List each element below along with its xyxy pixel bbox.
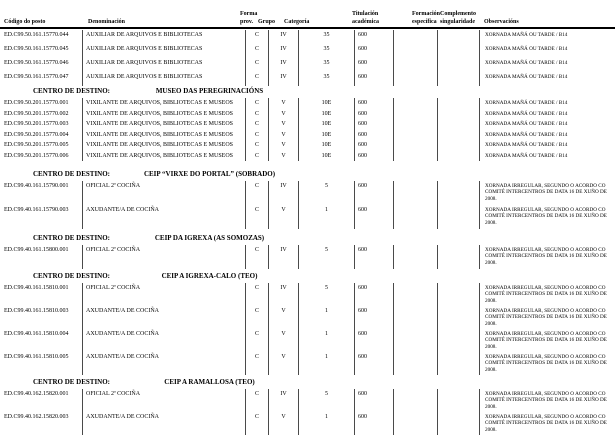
cell-formacion: [393, 352, 437, 375]
cell-categoria: 35: [298, 58, 354, 72]
col-header-grupo: Grupo: [258, 19, 276, 25]
cell-codigo: ED.C99.40.161.15810.005: [4, 354, 69, 360]
centro-destino-name: CEIP “VIRXE DO PORTAL” (SOBRADO): [143, 170, 276, 178]
cell-codigo: ED.C99.40.161.15800.001: [4, 247, 69, 253]
table-row: [0, 98, 615, 109]
cell-titulacion: 600: [354, 98, 393, 109]
cell-categoria: 35: [298, 30, 354, 44]
table-row: [0, 130, 615, 141]
table-row: [0, 44, 615, 58]
cell-denominacion: AXUDANTE/A DE COCIÑA: [82, 306, 245, 329]
cell-complemento: [437, 283, 479, 306]
cell-denominacion: VIXILANTE DE ARQUIVOS, BIBLIOTECAS E MUSEOS: [82, 119, 245, 130]
cell-forma: C: [245, 151, 268, 162]
cell-codigo: ED.C99.40.161.15810.001: [4, 285, 69, 291]
cell-titulacion: 600: [354, 140, 393, 151]
cell-complemento: [437, 30, 479, 44]
cell-codigo: ED.C99.40.161.15810.004: [4, 331, 69, 337]
cell-denominacion: VIXILANTE DE ARQUIVOS, BIBLIOTECAS E MUSEOS: [82, 130, 245, 141]
cell-observacions: XORNADA MAÑÁ OU TARDE / B14: [479, 98, 615, 109]
cell-forma: C: [245, 72, 268, 86]
cell-denominacion: VIXILANTE DE ARQUIVOS, BIBLIOTECAS E MUSEOS: [82, 109, 245, 120]
cell-formacion: [393, 181, 437, 205]
table-row: [0, 412, 615, 435]
cell-categoria: 10E: [298, 130, 354, 141]
cell-categoria: 10E: [298, 98, 354, 109]
cell-titulacion: 600: [354, 389, 393, 412]
table-row: [0, 205, 615, 229]
cell-forma: C: [245, 412, 268, 435]
cell-formacion: [393, 389, 437, 412]
col-header-complemento-line1: Complemento: [440, 11, 476, 17]
cell-categoria: 10E: [298, 140, 354, 151]
cell-categoria: 5: [298, 389, 354, 412]
cell-denominacion: AUXILIAR DE ARQUIVOS E BIBLIOTECAS: [82, 44, 245, 58]
table-row: [0, 58, 615, 72]
cell-complemento: [437, 151, 479, 162]
cell-codigo: ED.C99.50.201.15770.006: [4, 152, 69, 159]
cell-forma: C: [245, 306, 268, 329]
cell-titulacion: 600: [354, 58, 393, 72]
cell-titulacion: 600: [354, 283, 393, 306]
cell-denominacion: AUXILIAR DE ARQUIVOS E BIBLIOTECAS: [82, 72, 245, 86]
col-header-titulacion-line1: Titulación: [352, 11, 379, 17]
col-header-forma-line2: prov.: [240, 19, 254, 25]
cell-grupo: V: [268, 306, 298, 329]
cell-titulacion: 600: [354, 352, 393, 375]
table-row: [0, 389, 615, 412]
cell-grupo: V: [268, 109, 298, 120]
cell-grupo: V: [268, 352, 298, 375]
cell-complemento: [437, 98, 479, 109]
cell-grupo: IV: [268, 181, 298, 205]
cell-codigo: ED.C99.40.161.15790.001: [4, 183, 69, 189]
table-row: [0, 306, 615, 329]
cell-forma: C: [245, 329, 268, 352]
cell-grupo: V: [268, 412, 298, 435]
cell-formacion: [393, 245, 437, 269]
cell-titulacion: 600: [354, 245, 393, 269]
cell-grupo: IV: [268, 389, 298, 412]
table-row: [0, 181, 615, 205]
cell-codigo: ED.C99.50.161.15770.047: [4, 74, 69, 80]
cell-denominacion: AXUDANTE/A DE COCIÑA: [82, 412, 245, 435]
rows-group: [0, 283, 615, 375]
cell-observacions: XORNADA MAÑÁ OU TARDE / B14: [479, 58, 615, 72]
cell-titulacion: 600: [354, 119, 393, 130]
cell-formacion: [393, 412, 437, 435]
cell-observacions: XORNADA MAÑÁ OU TARDE / B14: [479, 151, 615, 162]
cell-categoria: 1: [298, 205, 354, 229]
cell-denominacion: VIXILANTE DE ARQUIVOS, BIBLIOTECAS E MUSEOS: [82, 140, 245, 151]
cell-titulacion: 600: [354, 72, 393, 86]
cell-codigo: ED.C99.40.162.15820.003: [4, 414, 69, 420]
table-row: [0, 329, 615, 352]
col-header-observacions: Observacións: [484, 19, 519, 25]
centro-destino-name: CEIP A IGREXA-CALO (TEO): [161, 272, 258, 280]
cell-titulacion: 600: [354, 329, 393, 352]
cell-denominacion: OFICIAL 2ª COCIÑA: [82, 389, 245, 412]
cell-grupo: IV: [268, 283, 298, 306]
cell-codigo: ED.C99.50.201.15770.002: [4, 110, 69, 117]
cell-formacion: [393, 283, 437, 306]
table-row: [0, 245, 615, 269]
col-header-formacion-line1: Formación: [412, 11, 440, 17]
cell-denominacion: AUXILIAR DE ARQUIVOS E BIBLIOTECAS: [82, 30, 245, 44]
centro-destino-label: CENTRO DE DESTINO:: [33, 87, 111, 95]
centro-destino-row: [0, 377, 615, 389]
cell-titulacion: 600: [354, 205, 393, 229]
cell-forma: C: [245, 58, 268, 72]
cell-forma: C: [245, 283, 268, 306]
cell-formacion: [393, 58, 437, 72]
cell-formacion: [393, 72, 437, 86]
cell-observacions: XORNADA IRREGULAR, SEGUNDO O ACORDO CO COMITÉ INTERCENTROS DE DATA 16 DE XUÑO DE 2008.: [479, 329, 615, 352]
centro-destino-row: [0, 86, 615, 98]
table-row: [0, 119, 615, 130]
cell-titulacion: 600: [354, 109, 393, 120]
cell-grupo: V: [268, 205, 298, 229]
col-header-categoria: Categoría: [284, 19, 310, 25]
col-header-formacion-line2: específica: [412, 19, 437, 25]
table-row: [0, 109, 615, 120]
cell-grupo: IV: [268, 72, 298, 86]
col-header-codigo: Código do posto: [4, 19, 46, 25]
cell-complemento: [437, 306, 479, 329]
cell-codigo: ED.C99.40.161.15790.003: [4, 207, 69, 213]
centro-destino-name: CEIP DA IGREXA (AS SOMOZAS): [154, 234, 265, 242]
centro-destino-label: CENTRO DE DESTINO:: [33, 378, 111, 386]
cell-formacion: [393, 30, 437, 44]
cell-grupo: V: [268, 140, 298, 151]
cell-complemento: [437, 119, 479, 130]
header-rule: [0, 27, 615, 29]
col-header-complemento-line2: singularidade: [440, 19, 476, 25]
cell-codigo: ED.C99.50.161.15770.044: [4, 32, 69, 38]
cell-forma: C: [245, 181, 268, 205]
cell-grupo: V: [268, 151, 298, 162]
cell-forma: C: [245, 205, 268, 229]
cell-denominacion: AXUDANTE/A DE COCIÑA: [82, 205, 245, 229]
cell-codigo: ED.C99.40.161.15810.003: [4, 308, 69, 314]
cell-categoria: 5: [298, 245, 354, 269]
cell-codigo: ED.C99.50.201.15770.003: [4, 121, 69, 127]
cell-formacion: [393, 98, 437, 109]
cell-complemento: [437, 58, 479, 72]
cell-formacion: [393, 130, 437, 141]
cell-denominacion: VIXILANTE DE ARQUIVOS, BIBLIOTECAS E MUSEOS: [82, 151, 245, 162]
cell-codigo: ED.C99.40.162.15820.001: [4, 391, 69, 397]
cell-observacions: XORNADA MAÑÁ OU TARDE / B14: [479, 44, 615, 58]
centro-destino-name: CEIP A RAMALLOSA (TEO): [164, 378, 255, 386]
cell-observacions: XORNADA IRREGULAR, SEGUNDO O ACORDO CO COMITÉ INTERCENTROS DE DATA 16 DE XUÑO DE 2008.: [479, 306, 615, 329]
col-header-titulacion-line2: académica: [352, 19, 379, 25]
cell-categoria: 5: [298, 181, 354, 205]
cell-titulacion: 600: [354, 30, 393, 44]
cell-codigo: ED.C99.50.161.15770.046: [4, 60, 69, 66]
cell-forma: C: [245, 245, 268, 269]
cell-forma: C: [245, 140, 268, 151]
cell-titulacion: 600: [354, 306, 393, 329]
cell-denominacion: OFICIAL 2ª COCIÑA: [82, 283, 245, 306]
cell-codigo: ED.C99.50.161.15770.045: [4, 46, 69, 52]
cell-denominacion: AXUDANTE/A DE COCIÑA: [82, 352, 245, 375]
table-row: [0, 72, 615, 86]
cell-grupo: V: [268, 119, 298, 130]
table-row: [0, 30, 615, 44]
centro-destino-label: CENTRO DE DESTINO:: [33, 272, 111, 280]
cell-codigo: ED.C99.50.201.15770.005: [4, 142, 69, 148]
cell-complemento: [437, 109, 479, 120]
cell-observacions: XORNADA MAÑÁ OU TARDE / B14: [479, 130, 615, 141]
cell-categoria: 1: [298, 329, 354, 352]
cell-categoria: 10E: [298, 109, 354, 120]
cell-observacions: XORNADA IRREGULAR, SEGUNDO O ACORDO CO COMITÉ INTERCENTROS DE DATA 16 DE XUÑO DE 2008.: [479, 352, 615, 375]
cell-forma: C: [245, 44, 268, 58]
cell-codigo: ED.C99.50.201.15770.004: [4, 131, 69, 138]
cell-denominacion: OFICIAL 2ª COCIÑA: [82, 181, 245, 205]
cell-observacions: XORNADA IRREGULAR, SEGUNDO O ACORDO CO COMITÉ INTERCENTROS DE DATA 16 DE XUÑO DE 2008.: [479, 389, 615, 412]
cell-forma: C: [245, 352, 268, 375]
cell-forma: C: [245, 130, 268, 141]
cell-codigo: ED.C99.50.201.15770.001: [4, 100, 69, 106]
cell-grupo: V: [268, 329, 298, 352]
cell-categoria: 10E: [298, 119, 354, 130]
cell-titulacion: 600: [354, 44, 393, 58]
centro-destino-row: [0, 169, 615, 181]
cell-observacions: XORNADA IRREGULAR, SEGUNDO O ACORDO CO COMITÉ INTERCENTROS DE DATA 16 DE XUÑO DE 2008.: [479, 181, 615, 205]
cell-titulacion: 600: [354, 412, 393, 435]
rows-group: [0, 98, 615, 161]
cell-observacions: XORNADA IRREGULAR, SEGUNDO O ACORDO CO COMITÉ INTERCENTROS DE DATA 16 DE XUÑO DE 2008.: [479, 412, 615, 435]
cell-categoria: 10E: [298, 151, 354, 162]
cell-observacions: XORNADA MAÑÁ OU TARDE / B14: [479, 109, 615, 120]
cell-formacion: [393, 329, 437, 352]
rows-group: [0, 245, 615, 269]
cell-forma: C: [245, 389, 268, 412]
cell-denominacion: VIXILANTE DE ARQUIVOS, BIBLIOTECAS E MUSEOS: [82, 98, 245, 109]
cell-forma: C: [245, 109, 268, 120]
rows-group: [0, 389, 615, 435]
table-row: [0, 140, 615, 151]
cell-formacion: [393, 306, 437, 329]
cell-formacion: [393, 151, 437, 162]
col-header-forma-line1: Forma: [240, 11, 258, 17]
centro-destino-label: CENTRO DE DESTINO:: [33, 170, 111, 178]
cell-formacion: [393, 109, 437, 120]
cell-complemento: [437, 389, 479, 412]
cell-complemento: [437, 245, 479, 269]
table-row: [0, 352, 615, 375]
cell-categoria: 35: [298, 44, 354, 58]
cell-formacion: [393, 205, 437, 229]
cell-categoria: 1: [298, 306, 354, 329]
cell-grupo: IV: [268, 30, 298, 44]
cell-formacion: [393, 140, 437, 151]
cell-categoria: 1: [298, 412, 354, 435]
cell-categoria: 1: [298, 352, 354, 375]
cell-complemento: [437, 181, 479, 205]
cell-forma: C: [245, 98, 268, 109]
cell-complemento: [437, 352, 479, 375]
cell-observacions: XORNADA IRREGULAR, SEGUNDO O ACORDO CO COMITÉ INTERCENTROS DE DATA 16 DE XUÑO DE 2008.: [479, 245, 615, 269]
cell-denominacion: OFICIAL 2ª COCIÑA: [82, 245, 245, 269]
cell-complemento: [437, 130, 479, 141]
cell-complemento: [437, 72, 479, 86]
cell-categoria: 5: [298, 283, 354, 306]
cell-categoria: 35: [298, 72, 354, 86]
cell-titulacion: 600: [354, 130, 393, 141]
cell-observacions: XORNADA MAÑÁ OU TARDE / B14: [479, 119, 615, 130]
cell-forma: C: [245, 30, 268, 44]
cell-grupo: V: [268, 98, 298, 109]
cell-grupo: IV: [268, 245, 298, 269]
cell-observacions: XORNADA IRREGULAR, SEGUNDO O ACORDO CO COMITÉ INTERCENTROS DE DATA 16 DE XUÑO DE 2008.: [479, 205, 615, 229]
cell-complemento: [437, 44, 479, 58]
table-body: [0, 30, 615, 435]
cell-forma: C: [245, 119, 268, 130]
cell-complemento: [437, 140, 479, 151]
centro-destino-row: [0, 233, 615, 245]
cell-complemento: [437, 412, 479, 435]
cell-formacion: [393, 44, 437, 58]
cell-grupo: V: [268, 130, 298, 141]
cell-grupo: IV: [268, 58, 298, 72]
rows-group: [0, 181, 615, 229]
table-row: [0, 283, 615, 306]
cell-titulacion: 600: [354, 181, 393, 205]
col-header-denominacion: Denominación: [88, 19, 126, 25]
centro-destino-label: CENTRO DE DESTINO:: [33, 234, 111, 242]
centro-destino-name: MUSEO DAS PEREGRINACIÓNS: [155, 87, 264, 95]
table-row: [0, 151, 615, 162]
cell-observacions: XORNADA MAÑÁ OU TARDE / B14: [479, 72, 615, 86]
cell-observacions: XORNADA MAÑÁ OU TARDE / B14: [479, 140, 615, 151]
cell-observacions: XORNADA IRREGULAR, SEGUNDO O ACORDO CO COMITÉ INTERCENTROS DE DATA 16 DE XUÑO DE 2008.: [479, 283, 615, 306]
cell-denominacion: AXUDANTE/A DE COCIÑA: [82, 329, 245, 352]
cell-denominacion: AUXILIAR DE ARQUIVOS E BIBLIOTECAS: [82, 58, 245, 72]
rows-group: [0, 30, 615, 86]
cell-complemento: [437, 329, 479, 352]
cell-observacions: XORNADA MAÑÁ OU TARDE / B14: [479, 30, 615, 44]
cell-grupo: IV: [268, 44, 298, 58]
centro-destino-row: [0, 271, 615, 283]
cell-complemento: [437, 205, 479, 229]
cell-titulacion: 600: [354, 151, 393, 162]
cell-formacion: [393, 119, 437, 130]
